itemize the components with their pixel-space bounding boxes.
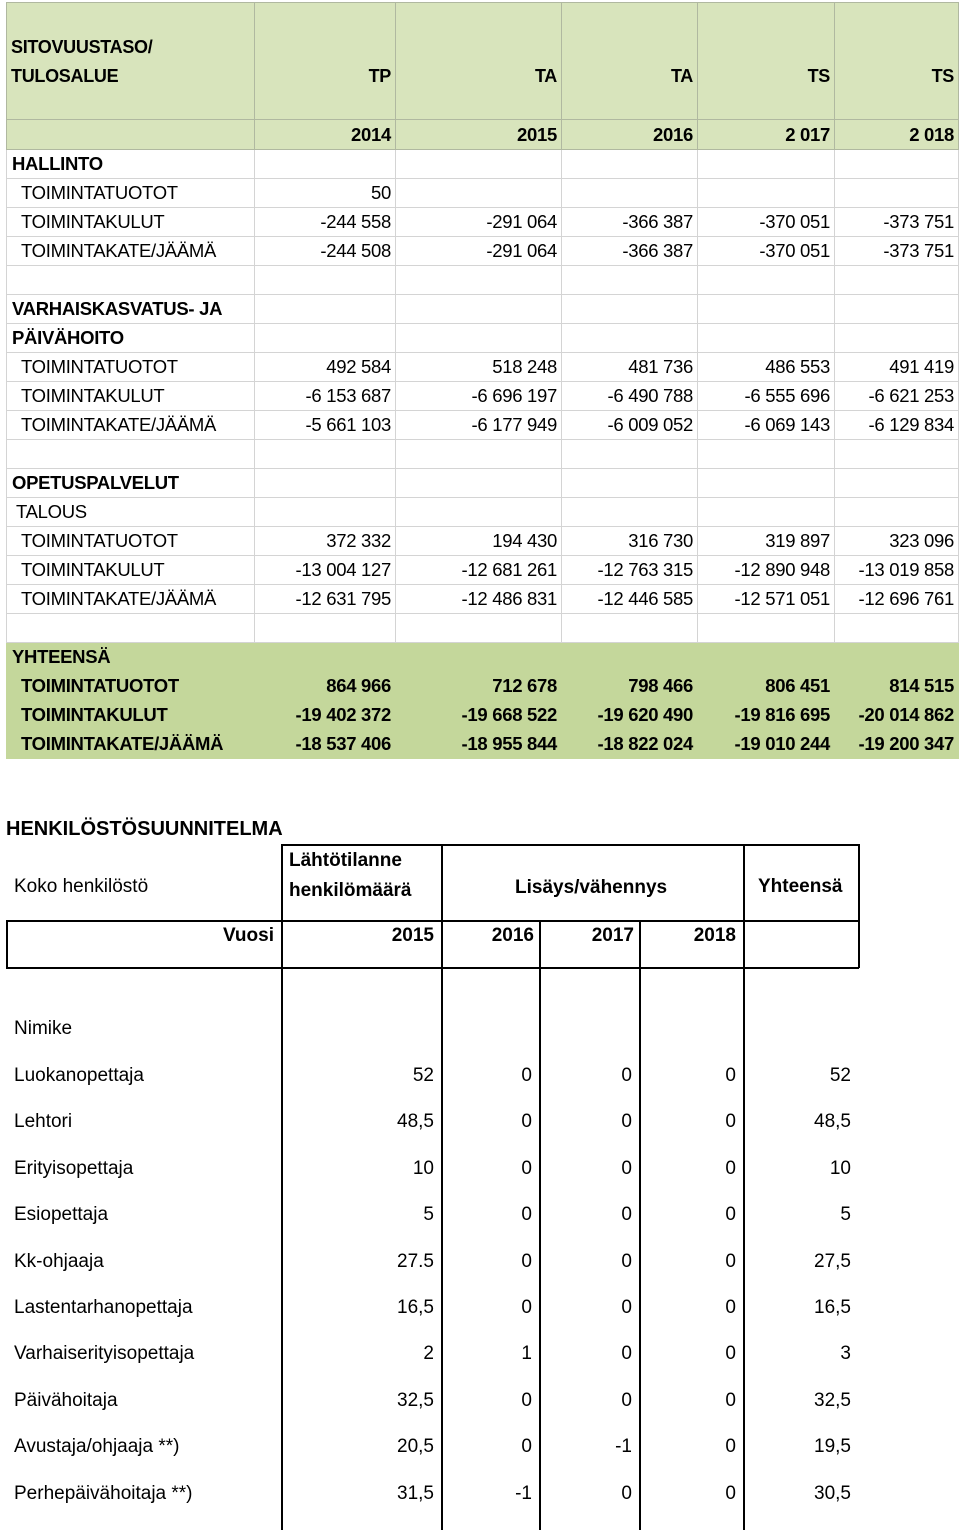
budget-year-row bbox=[7, 120, 959, 150]
vuosi-label: Vuosi bbox=[222, 925, 274, 946]
staff-cell-value: 0 bbox=[725, 1111, 736, 1132]
divider bbox=[6, 967, 859, 969]
cell-value: -6 490 788 bbox=[562, 382, 698, 411]
staff-row-title: Avustaja/ohjaaja **) bbox=[14, 1436, 180, 1457]
staff-row-title: Esiopettaja bbox=[14, 1204, 109, 1225]
cell-value: 864 966 bbox=[255, 672, 396, 701]
lahtotilanne-header bbox=[289, 846, 412, 906]
koko-henkilosto-label: Koko henkilöstö bbox=[14, 876, 149, 897]
cell-value: 814 515 bbox=[835, 672, 959, 701]
cell-value bbox=[835, 179, 959, 208]
staff-plan-title: HENKILÖSTÖSUUNNITELMA bbox=[6, 818, 283, 840]
row-label: TOIMINTAKATE/JÄÄMÄ bbox=[7, 411, 255, 440]
staff-cell-value: 0 bbox=[621, 1065, 632, 1086]
staff-cell-value: 48,5 bbox=[397, 1111, 434, 1132]
cell-value: -244 508 bbox=[255, 237, 396, 266]
col-year-1: 2015 bbox=[396, 120, 562, 150]
cell-value: 492 584 bbox=[255, 353, 396, 382]
cell-value: 806 451 bbox=[698, 672, 835, 701]
staff-cell-value: 0 bbox=[621, 1343, 632, 1364]
staff-cell-value: 0 bbox=[725, 1065, 736, 1086]
table-row bbox=[7, 585, 959, 614]
staff-cell-value: 10 bbox=[829, 1158, 851, 1179]
staff-cell-value: 10 bbox=[412, 1158, 434, 1179]
col-year-2: 2016 bbox=[562, 120, 698, 150]
staff-cell-value: 0 bbox=[725, 1158, 736, 1179]
cell-value: -6 069 143 bbox=[698, 411, 835, 440]
staff-cell-value: 0 bbox=[621, 1297, 632, 1318]
staff-cell-value: 0 bbox=[725, 1343, 736, 1364]
table-row bbox=[7, 556, 959, 585]
staff-cell-value: 20,5 bbox=[397, 1436, 434, 1457]
staff-cell-value: 48,5 bbox=[814, 1111, 851, 1132]
staff-cell-value: 27.5 bbox=[397, 1251, 434, 1272]
table-row bbox=[7, 353, 959, 382]
cell-value: 518 248 bbox=[396, 353, 562, 382]
cell-value: -13 004 127 bbox=[255, 556, 396, 585]
section-subtitle-talous: TALOUS bbox=[7, 498, 255, 527]
divider bbox=[639, 920, 641, 1530]
staff-cell-value: 52 bbox=[412, 1065, 434, 1086]
cell-value: -373 751 bbox=[835, 237, 959, 266]
staff-row-title: Varhaiserityisopettaja bbox=[14, 1343, 195, 1364]
year-2015: 2015 bbox=[391, 925, 434, 946]
staff-row-title: Erityisopettaja bbox=[14, 1158, 134, 1179]
staff-cell-value: 0 bbox=[521, 1204, 532, 1225]
year-2018: 2018 bbox=[693, 925, 736, 946]
cell-value: -12 696 761 bbox=[835, 585, 959, 614]
cell-value: -12 890 948 bbox=[698, 556, 835, 585]
staff-cell-value: 0 bbox=[621, 1390, 632, 1411]
staff-row-title: Lastentarhanopettaja bbox=[14, 1297, 193, 1318]
cell-value: 323 096 bbox=[835, 527, 959, 556]
staff-cell-value: 0 bbox=[621, 1111, 632, 1132]
cell-value: -6 129 834 bbox=[835, 411, 959, 440]
cell-value: 372 332 bbox=[255, 527, 396, 556]
row-label: TOIMINTAKATE/JÄÄMÄ bbox=[7, 585, 255, 614]
staff-cell-value: 0 bbox=[521, 1111, 532, 1132]
staff-cell-value: 0 bbox=[621, 1251, 632, 1272]
header-title-line1: SITOVUUSTASO/ bbox=[11, 37, 153, 57]
cell-value: -373 751 bbox=[835, 208, 959, 237]
cell-value: -19 200 347 bbox=[835, 730, 959, 759]
table-row bbox=[7, 411, 959, 440]
staff-cell-value: 0 bbox=[725, 1483, 736, 1504]
staff-row-title: Kk-ohjaaja bbox=[14, 1251, 104, 1272]
col-year-4: 2 018 bbox=[835, 120, 959, 150]
cell-value: -370 051 bbox=[698, 208, 835, 237]
cell-value: -5 661 103 bbox=[255, 411, 396, 440]
cell-value: -6 009 052 bbox=[562, 411, 698, 440]
cell-value: -366 387 bbox=[562, 208, 698, 237]
budget-header-row bbox=[7, 3, 959, 120]
cell-value: -291 064 bbox=[396, 208, 562, 237]
cell-value: -366 387 bbox=[562, 237, 698, 266]
cell-value: -12 681 261 bbox=[396, 556, 562, 585]
staff-cell-value: 16,5 bbox=[814, 1297, 851, 1318]
row-label: TOIMINTAKULUT bbox=[7, 556, 255, 585]
staff-cell-value: 0 bbox=[521, 1436, 532, 1457]
staff-cell-value: 5 bbox=[423, 1204, 434, 1225]
staff-cell-value: 0 bbox=[521, 1251, 532, 1272]
cell-value: 50 bbox=[255, 179, 396, 208]
table-row bbox=[7, 179, 959, 208]
staff-cell-value: 27,5 bbox=[814, 1251, 851, 1272]
total-row bbox=[7, 730, 959, 759]
cell-value: -19 402 372 bbox=[255, 701, 396, 730]
col-year-0: 2014 bbox=[255, 120, 396, 150]
col-code-3: TS bbox=[807, 66, 830, 86]
staff-cell-value: 32,5 bbox=[814, 1390, 851, 1411]
cell-value: 486 553 bbox=[698, 353, 835, 382]
staff-cell-value: 0 bbox=[725, 1204, 736, 1225]
table-row bbox=[7, 208, 959, 237]
cell-value: -6 153 687 bbox=[255, 382, 396, 411]
staff-cell-value: -1 bbox=[515, 1483, 532, 1504]
row-label: TOIMINTATUOTOT bbox=[7, 353, 255, 382]
staff-cell-value: 0 bbox=[521, 1297, 532, 1318]
staff-cell-value: 16,5 bbox=[397, 1297, 434, 1318]
cell-value: -12 631 795 bbox=[255, 585, 396, 614]
divider bbox=[743, 968, 745, 1530]
budget-header-title bbox=[7, 3, 255, 120]
staff-cell-value: 0 bbox=[621, 1204, 632, 1225]
row-label: TOIMINTATUOTOT bbox=[7, 179, 255, 208]
cell-value: 194 430 bbox=[396, 527, 562, 556]
cell-value: -18 955 844 bbox=[396, 730, 562, 759]
staff-cell-value: 32,5 bbox=[397, 1390, 434, 1411]
lahtotilanne-line2: henkilömäärä bbox=[289, 880, 412, 901]
cell-value: -6 555 696 bbox=[698, 382, 835, 411]
cell-value: 491 419 bbox=[835, 353, 959, 382]
cell-value: 798 466 bbox=[562, 672, 698, 701]
section-title-opetuspalvelut: OPETUSPALVELUT bbox=[7, 469, 255, 498]
cell-value: -19 620 490 bbox=[562, 701, 698, 730]
staff-cell-value: 19,5 bbox=[814, 1436, 851, 1457]
table-row bbox=[7, 527, 959, 556]
divider bbox=[281, 844, 283, 1530]
staff-cell-value: 0 bbox=[725, 1251, 736, 1272]
staff-cell-value: 0 bbox=[621, 1158, 632, 1179]
cell-value bbox=[562, 179, 698, 208]
cell-value: 316 730 bbox=[562, 527, 698, 556]
cell-value: -12 571 051 bbox=[698, 585, 835, 614]
staff-cell-value: 0 bbox=[521, 1390, 532, 1411]
divider bbox=[6, 920, 8, 968]
cell-value: -19 010 244 bbox=[698, 730, 835, 759]
divider bbox=[539, 920, 541, 1530]
budget-table bbox=[6, 2, 959, 759]
staff-cell-value: 0 bbox=[725, 1297, 736, 1318]
col-code-4: TS bbox=[931, 66, 954, 86]
cell-value: -20 014 862 bbox=[835, 701, 959, 730]
cell-value: -370 051 bbox=[698, 237, 835, 266]
cell-value: -12 446 585 bbox=[562, 585, 698, 614]
row-label: TOIMINTAKATE/JÄÄMÄ bbox=[7, 730, 255, 759]
staff-cell-value: 5 bbox=[840, 1204, 851, 1225]
cell-value: -13 019 858 bbox=[835, 556, 959, 585]
cell-value bbox=[396, 179, 562, 208]
staff-row-title: Lehtori bbox=[14, 1111, 73, 1132]
row-label: TOIMINTATUOTOT bbox=[7, 672, 255, 701]
year-2016: 2016 bbox=[491, 925, 534, 946]
staff-cell-value: 0 bbox=[521, 1065, 532, 1086]
cell-value: -19 668 522 bbox=[396, 701, 562, 730]
divider bbox=[743, 844, 745, 968]
staff-cell-value: 0 bbox=[725, 1390, 736, 1411]
cell-value: -18 537 406 bbox=[255, 730, 396, 759]
total-row bbox=[7, 672, 959, 701]
col-year-3: 2 017 bbox=[698, 120, 835, 150]
row-label: TOIMINTATUOTOT bbox=[7, 527, 255, 556]
row-label: TOIMINTAKULUT bbox=[7, 208, 255, 237]
divider bbox=[6, 920, 859, 922]
row-label: TOIMINTAKULUT bbox=[7, 701, 255, 730]
nimike-label: Nimike bbox=[14, 1018, 73, 1039]
staff-row-title: Luokanopettaja bbox=[14, 1065, 144, 1086]
cell-value: 712 678 bbox=[396, 672, 562, 701]
year-2017: 2017 bbox=[591, 925, 634, 946]
lisays-vahennys-header: Lisäys/vähennys bbox=[515, 877, 668, 898]
staff-cell-value: -1 bbox=[615, 1436, 632, 1457]
cell-value: -291 064 bbox=[396, 237, 562, 266]
col-code-0: TP bbox=[368, 66, 391, 86]
yhteensa-header: Yhteensä bbox=[758, 876, 843, 897]
cell-value bbox=[698, 179, 835, 208]
cell-value: -12 486 831 bbox=[396, 585, 562, 614]
row-label: TOIMINTAKULUT bbox=[7, 382, 255, 411]
staff-row-title: Perhepäivähoitaja **) bbox=[14, 1483, 193, 1504]
col-code-2: TA bbox=[670, 66, 693, 86]
cell-value: 481 736 bbox=[562, 353, 698, 382]
staff-cell-value: 0 bbox=[521, 1158, 532, 1179]
divider bbox=[858, 844, 860, 968]
cell-value: -12 763 315 bbox=[562, 556, 698, 585]
staff-cell-value: 1 bbox=[521, 1343, 532, 1364]
cell-value: -6 696 197 bbox=[396, 382, 562, 411]
row-label: TOIMINTAKATE/JÄÄMÄ bbox=[7, 237, 255, 266]
table-row bbox=[7, 382, 959, 411]
col-code-1: TA bbox=[534, 66, 557, 86]
cell-value: -6 177 949 bbox=[396, 411, 562, 440]
cell-value: -244 558 bbox=[255, 208, 396, 237]
staff-cell-value: 0 bbox=[621, 1483, 632, 1504]
staff-cell-value: 2 bbox=[423, 1343, 434, 1364]
staff-row-title: Päivähoitaja bbox=[14, 1390, 118, 1411]
staff-cell-value: 3 bbox=[840, 1343, 851, 1364]
divider bbox=[441, 844, 443, 922]
lahtotilanne-line1: Lähtötilanne bbox=[289, 850, 402, 871]
total-title: YHTEENSÄ bbox=[7, 643, 255, 672]
table-row bbox=[7, 237, 959, 266]
section-title-varhaiskasvatus-1: VARHAISKASVATUS- JA bbox=[7, 295, 255, 324]
total-row bbox=[7, 701, 959, 730]
staff-cell-value: 31,5 bbox=[397, 1483, 434, 1504]
header-title-line2: TULOSALUE bbox=[11, 66, 119, 86]
section-title-hallinto: HALLINTO bbox=[7, 150, 255, 179]
cell-value: -18 822 024 bbox=[562, 730, 698, 759]
cell-value: -19 816 695 bbox=[698, 701, 835, 730]
staff-cell-value: 0 bbox=[725, 1436, 736, 1457]
staff-cell-value: 52 bbox=[829, 1065, 851, 1086]
section-title-varhaiskasvatus-2: PÄIVÄHOITO bbox=[7, 324, 255, 353]
cell-value: -6 621 253 bbox=[835, 382, 959, 411]
staff-cell-value: 30,5 bbox=[814, 1483, 851, 1504]
cell-value: 319 897 bbox=[698, 527, 835, 556]
